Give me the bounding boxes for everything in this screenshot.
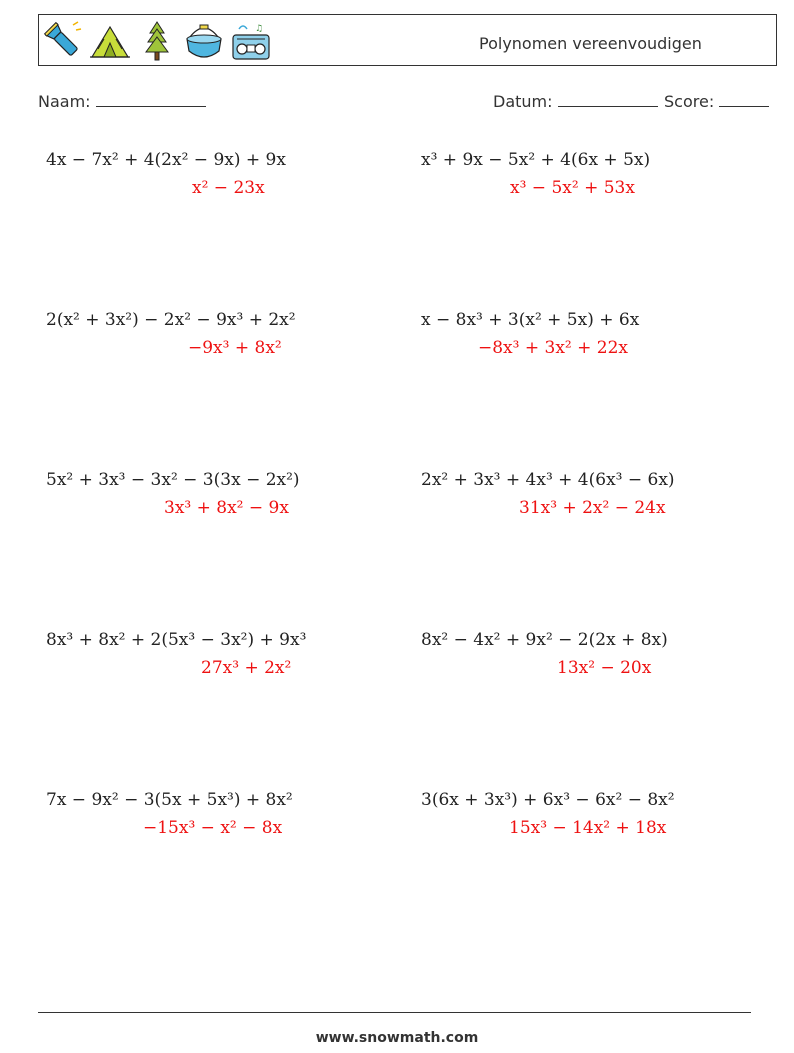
date-field[interactable] — [493, 92, 658, 111]
problem-answer: −15x³ − x² − 8x — [143, 818, 283, 838]
cooking-pot-icon — [184, 19, 224, 63]
problem-answer: 3x³ + 8x² − 9x — [164, 498, 289, 518]
problem-10 — [421, 790, 781, 838]
score-line — [719, 106, 769, 107]
problem-answer: 27x³ + 2x² — [201, 658, 292, 678]
name-label: Naam: — [38, 92, 91, 111]
problem-4 — [421, 310, 781, 358]
worksheet-title: Polynomen vereenvoudigen — [479, 34, 702, 53]
problem-3 — [46, 310, 406, 358]
problem-question: x³ + 9x − 5x² + 4(6x + 5x) — [421, 150, 651, 170]
date-label: Datum: — [493, 92, 553, 111]
header-icons — [43, 19, 271, 63]
worksheet-header — [38, 14, 777, 66]
problem-answer: −9x³ + 8x² — [188, 338, 282, 358]
name-field[interactable] — [38, 92, 206, 111]
problem-answer: 31x³ + 2x² − 24x — [519, 498, 666, 518]
problem-question: 3(6x + 3x³) + 6x³ − 6x² − 8x² — [421, 790, 675, 810]
problem-5 — [46, 470, 406, 518]
problem-answer: 13x² − 20x — [557, 658, 652, 678]
footer-url[interactable]: www.snowmath.com — [315, 1030, 479, 1046]
problem-answer: x³ − 5x² + 53x — [510, 178, 635, 198]
score-label: Score: — [664, 92, 715, 111]
flashlight-icon — [43, 19, 83, 63]
problem-question: x − 8x³ + 3(x² + 5x) + 6x — [421, 310, 640, 330]
name-line — [96, 106, 206, 107]
problem-question: 2(x² + 3x²) − 2x² − 9x³ + 2x² — [46, 310, 296, 330]
problem-answer: −8x³ + 3x² + 22x — [478, 338, 629, 358]
svg-text:♫: ♫ — [255, 24, 264, 34]
tent-icon — [90, 19, 130, 63]
pine-tree-icon — [137, 19, 177, 63]
problem-9 — [46, 790, 406, 838]
problem-2 — [421, 150, 781, 198]
problem-8 — [421, 630, 781, 678]
problem-1 — [46, 150, 406, 198]
problem-6 — [421, 470, 781, 518]
problem-7 — [46, 630, 406, 678]
footer-divider — [38, 1012, 751, 1013]
score-field[interactable] — [664, 92, 769, 111]
problem-question: 8x³ + 8x² + 2(5x³ − 3x²) + 9x³ — [46, 630, 307, 650]
problem-question: 4x − 7x² + 4(2x² − 9x) + 9x — [46, 150, 286, 170]
problem-question: 7x − 9x² − 3(5x + 5x³) + 8x² — [46, 790, 293, 810]
problem-answer: x² − 23x — [192, 178, 265, 198]
problem-question: 8x² − 4x² + 9x² − 2(2x + 8x) — [421, 630, 668, 650]
problem-question: 2x² + 3x³ + 4x³ + 4(6x³ − 6x) — [421, 470, 675, 490]
problem-question: 5x² + 3x³ − 3x² − 3(3x − 2x²) — [46, 470, 300, 490]
radio-icon — [231, 19, 271, 63]
date-line — [558, 106, 658, 107]
problem-answer: 15x³ − 14x² + 18x — [509, 818, 667, 838]
